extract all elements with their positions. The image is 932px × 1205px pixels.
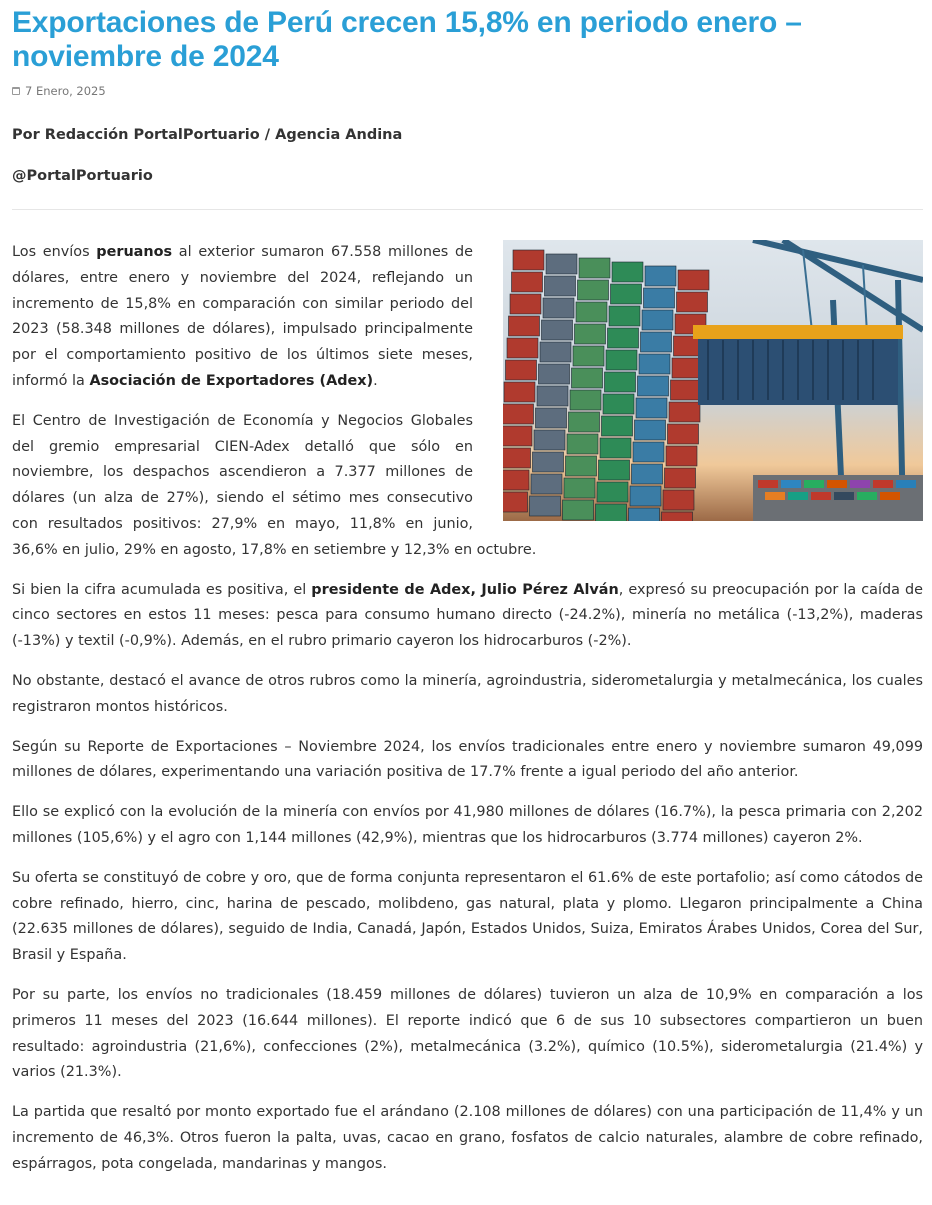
p1-bold-peruanos: peruanos [96, 244, 173, 260]
port-illustration [503, 240, 923, 521]
paragraph-2: El Centro de Investigación de Economía y Negocios Globales del gremio empresarial CIEN-Adex detalló que sólo en noviembre, los despachos ascendieron a 7.377 millones de dólares (un alza de 27%), siendo el sétimo mes consecutivo con resultados positivos: 27,9% en mayo, 11,8% en junio, 36,6% en julio, 29% en agosto, 17,8% en setiembre y 12,3% en octubre. [12, 412, 537, 558]
paragraph-5: Según su Reporte de Exportaciones – Noviembre 2024, los envíos tradicionales entre enero y noviembre sumaron 49,099 millones de dólares, experimentando una variación positiva de 17.7% frente a igual periodo del año anterior. [12, 738, 923, 781]
paragraph-4: No obstante, destacó el avance de otros rubros como la minería, agroindustria, siderometalurgia y metalmecánica, los cuales registraron montos históricos. [12, 672, 923, 715]
p3-bold-president: presidente de Adex, Julio Pérez Alván [311, 581, 619, 598]
calendar-icon [12, 87, 20, 95]
twitter-handle: @PortalPortuario [12, 168, 153, 184]
paragraph-7: Su oferta se constituyó de cobre y oro, que de forma conjunta representaron el 61.6% de este portafolio; así como cátodos de cobre refinado, hierro, cinc, harina de pescado, molibdeno, gas natural, plata y plomo. Llegaron principalmente a China (22.635 millones de dólares), seguido de India, Canadá, Japón, Estados Unidos, Suiza, Emiratos Árabes Unidos, Corea del Sur, Brasil y España. [12, 869, 923, 964]
p1-bold-adex: Asociación de Exportadores (Adex) [89, 372, 374, 389]
paragraph-9: La partida que resaltó por monto exportado fue el arándano (2.108 millones de dólares) con una participación de 11,4% y un incremento de 46,3%. Otros fueron la palta, uvas, cacao en grano, fosfatos de calcio naturales, alambre de cobre refinado, espárragos, pota congelada, mandarinas y mangos. [12, 1104, 923, 1172]
p1-text-e: . [373, 372, 378, 389]
publish-date [12, 83, 923, 99]
p1-text-a: Los envíos [12, 244, 97, 260]
article [12, 0, 923, 1192]
divider [12, 209, 923, 210]
byline: Por Redacción PortalPortuario / Agencia Andina [12, 127, 403, 143]
p3-text-c: , expresó su preocupación por la caída de cinco sectores en estos 11 meses: pesca para consumo humano directo (-24.2%), minería no metálica (-13,2%), maderas (-13%) y textil (-0,9%). Además, en el rubro primario cayeron los hidrocarburos (-2%). [12, 581, 924, 650]
paragraph-8: Por su parte, los envíos no tradicionales (18.459 millones de dólares) tuvieron un alza de 10,9% en comparación a los primeros 11 meses del 2023 (16.644 millones). El reporte indicó que 6 de sus 10 subsectores compartieron un buen resultado: agroindustria (21,6%), confecciones (2%), metalmecánica (3.2%), químico (10.5%), siderometalurgia (21.4%) y varios (21.3%). [12, 986, 923, 1081]
p1-text-c: al exterior sumaron 67.558 millones de dólares, entre enero y noviembre del 2024, reflejando un incremento de 15,8% en comparación con similar periodo del 2023 (58.348 millones de dólares), impulsado principalmente por el comportamiento positivo de los últimos siete meses, informó la [12, 244, 474, 389]
paragraph-3 [12, 578, 923, 655]
container-port-photo [503, 240, 923, 521]
article-body [12, 240, 923, 1178]
p3-text-a: Si bien la cifra acumulada es positiva, el [12, 581, 312, 598]
paragraph-6: Ello se explicó con la evolución de la minería con envíos por 41,980 millones de dólares (16.7%), la pesca primaria con 2,202 millones (105,6%) y el agro con 1,144 millones (42,9%), mientras que los hidrocarburos (3.774 millones) cayeron 2%. [12, 804, 923, 846]
date-text: 7 Enero, 2025 [25, 84, 106, 98]
article-title: Exportaciones de Perú crecen 15,8% en periodo enero – noviembre de 2024 [12, 6, 802, 73]
